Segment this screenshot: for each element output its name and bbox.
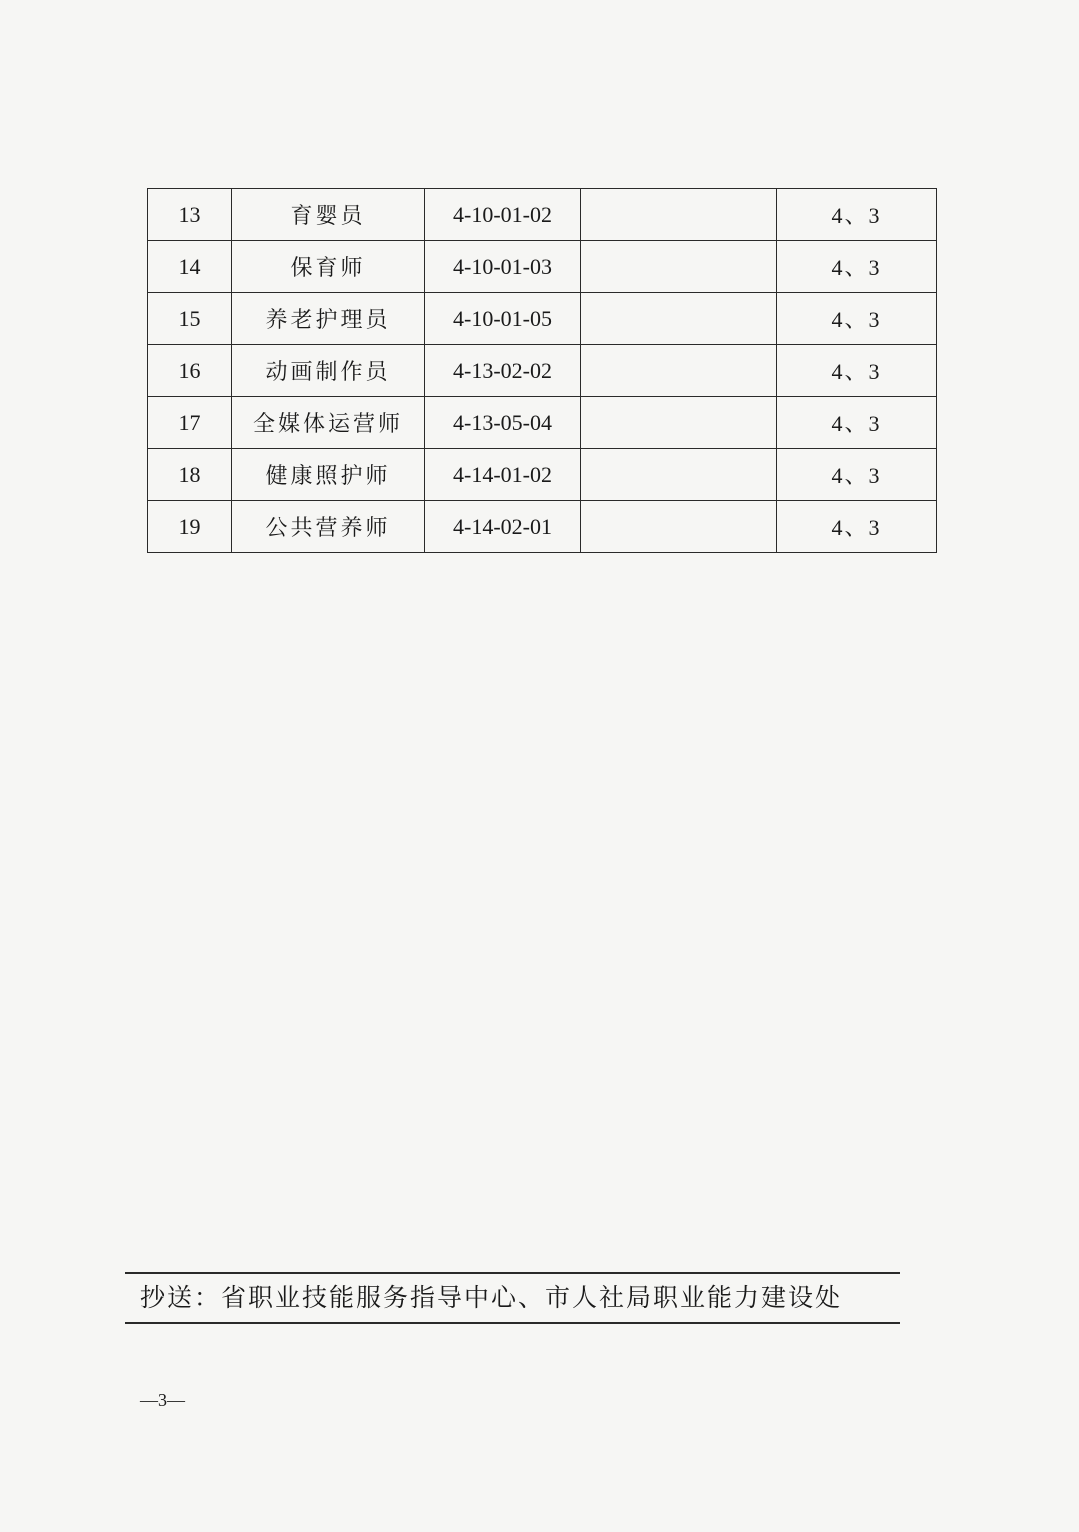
table-row bbox=[148, 345, 937, 397]
cc-bottom-rule bbox=[125, 1322, 900, 1324]
occupation-name-cell: 养老护理员 bbox=[232, 293, 425, 345]
level-cell: 4、3 bbox=[777, 501, 937, 553]
row-number-cell: 13 bbox=[148, 189, 232, 241]
table-row bbox=[148, 397, 937, 449]
occupation-table-body bbox=[148, 189, 937, 553]
occupation-name-cell: 动画制作员 bbox=[232, 345, 425, 397]
empty-cell bbox=[581, 293, 777, 345]
occupation-code-cell: 4-10-01-03 bbox=[425, 241, 581, 293]
occupation-name-cell: 全媒体运营师 bbox=[232, 397, 425, 449]
row-number-cell: 16 bbox=[148, 345, 232, 397]
level-cell: 4、3 bbox=[777, 189, 937, 241]
empty-cell bbox=[581, 241, 777, 293]
empty-cell bbox=[581, 345, 777, 397]
table-row bbox=[148, 501, 937, 553]
level-cell: 4、3 bbox=[777, 397, 937, 449]
row-number-cell: 14 bbox=[148, 241, 232, 293]
occupation-name-cell: 保育师 bbox=[232, 241, 425, 293]
occupation-code-cell: 4-13-02-02 bbox=[425, 345, 581, 397]
empty-cell bbox=[581, 501, 777, 553]
empty-cell bbox=[581, 449, 777, 501]
table-row bbox=[148, 241, 937, 293]
cc-top-rule bbox=[125, 1272, 900, 1274]
occupation-code-cell: 4-10-01-02 bbox=[425, 189, 581, 241]
row-number-cell: 15 bbox=[148, 293, 232, 345]
occupation-code-cell: 4-14-02-01 bbox=[425, 501, 581, 553]
occupation-name-cell: 育婴员 bbox=[232, 189, 425, 241]
level-cell: 4、3 bbox=[777, 241, 937, 293]
occupation-code-cell: 4-13-05-04 bbox=[425, 397, 581, 449]
occupation-code-cell: 4-10-01-05 bbox=[425, 293, 581, 345]
cc-recipients: 抄送：省职业技能服务指导中心、市人社局职业能力建设处 bbox=[140, 1283, 843, 1312]
table-row bbox=[148, 189, 937, 241]
table-row bbox=[148, 293, 937, 345]
row-number-cell: 19 bbox=[148, 501, 232, 553]
empty-cell bbox=[581, 397, 777, 449]
occupation-name-cell: 健康照护师 bbox=[232, 449, 425, 501]
empty-cell bbox=[581, 189, 777, 241]
page-number: —3— bbox=[140, 1390, 185, 1410]
occupation-name-cell: 公共营养师 bbox=[232, 501, 425, 553]
level-cell: 4、3 bbox=[777, 449, 937, 501]
table-row bbox=[148, 449, 937, 501]
level-cell: 4、3 bbox=[777, 345, 937, 397]
level-cell: 4、3 bbox=[777, 293, 937, 345]
row-number-cell: 17 bbox=[148, 397, 232, 449]
occupation-table bbox=[147, 188, 937, 553]
occupation-code-cell: 4-14-01-02 bbox=[425, 449, 581, 501]
row-number-cell: 18 bbox=[148, 449, 232, 501]
